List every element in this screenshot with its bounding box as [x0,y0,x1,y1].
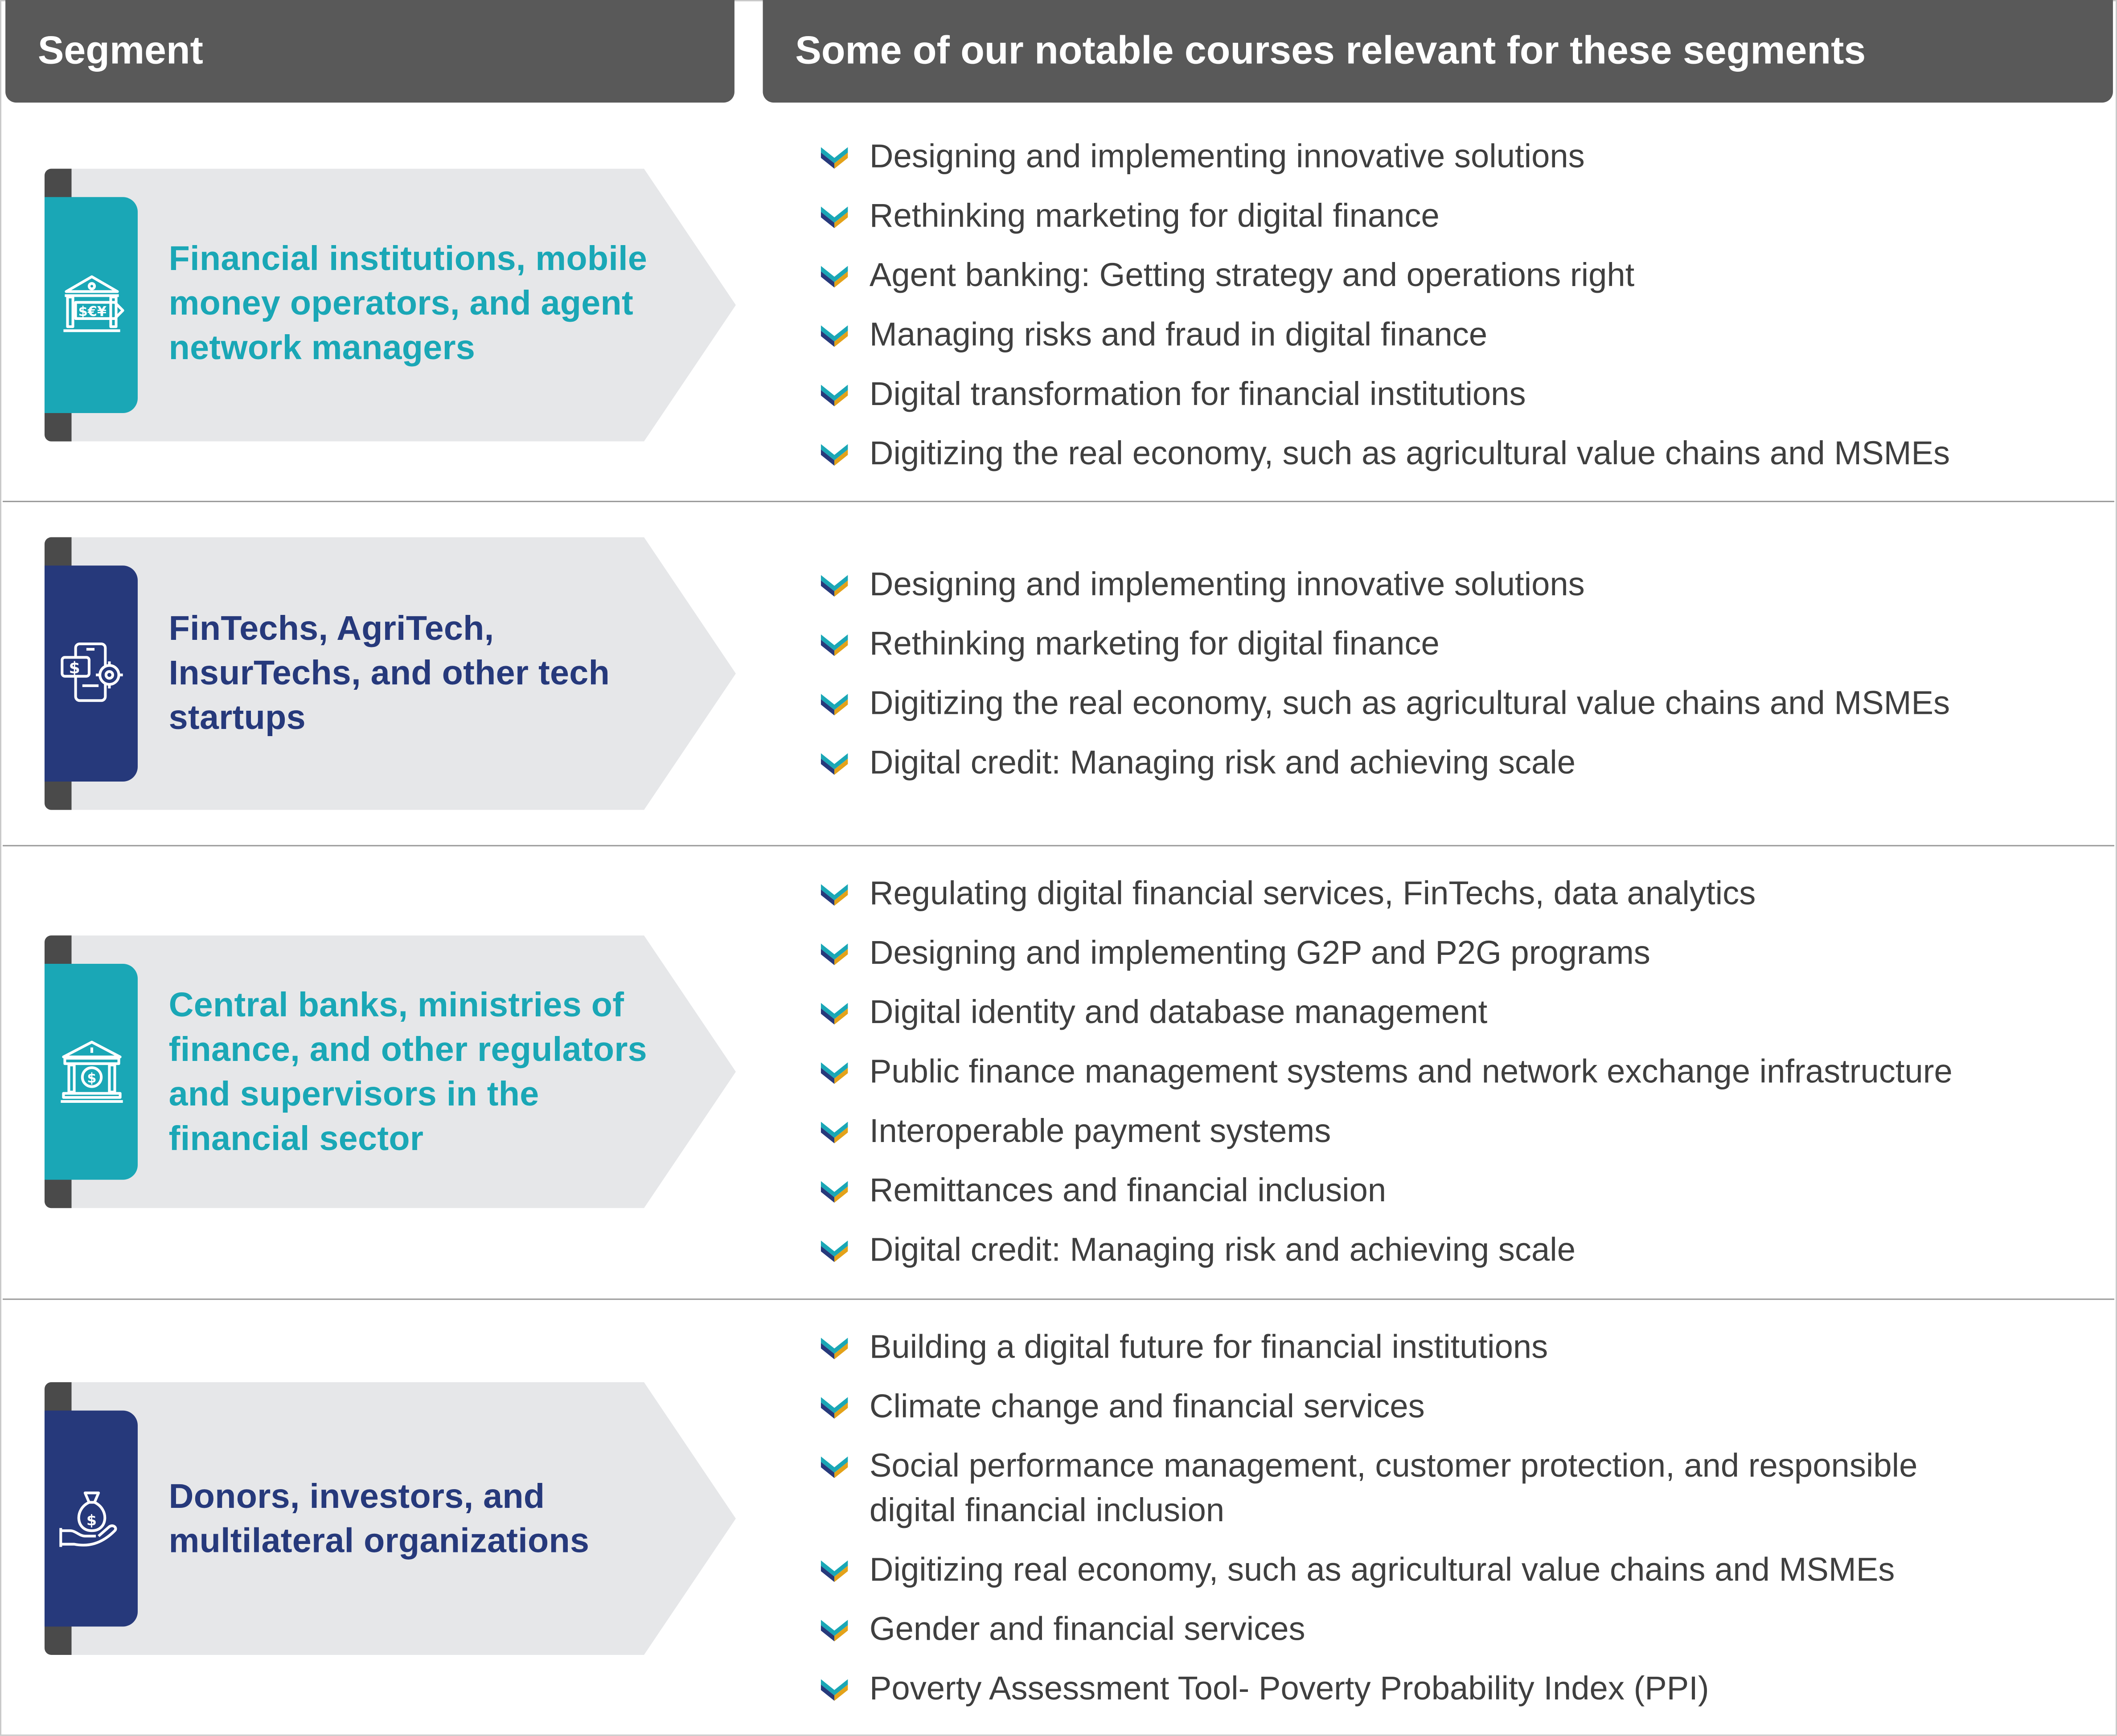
list-item [821,1444,2009,1533]
list-item [821,872,2090,917]
list-item [821,1548,2009,1593]
segment-header-label: Segment [37,29,203,73]
course-title: Digitizing the real economy, such as agricultural value chains and MSMEs [869,685,1950,722]
course-title: Agent banking: Getting strategy and operations right [869,258,1635,295]
chevron-bullet-icon [821,440,848,467]
list-item [821,622,2090,667]
list-item [821,682,2090,726]
svg-text:$: $ [86,1070,96,1086]
course-list [821,872,2090,1288]
course-title: Designing and implementing innovative solutions [869,139,1585,176]
chevron-bullet-icon [821,1334,848,1361]
chevron-bullet-icon [821,1556,848,1584]
list-item [821,931,2090,976]
segment-icon-box [45,1411,138,1627]
chevron-bullet-icon [821,1393,848,1420]
course-title: Digital identity and database management [869,995,1488,1032]
course-title: Digitizing the real economy, such as agricultural value chains and MSMEs [869,436,1950,473]
course-title: Digital credit: Managing risk and achieving scale [869,745,1576,782]
chevron-bullet-icon [821,321,848,348]
course-title: Poverty Assessment Tool- Poverty Probability Index (PPI) [869,1671,1709,1708]
list-item [821,1169,2090,1213]
course-title: Regulating digital financial services, FinTechs, data analytics [869,876,1756,913]
list-item [821,1110,2090,1154]
segment-icon-box [45,565,138,782]
list-item [821,1050,2090,1095]
course-list [821,135,2090,491]
chevron-bullet-icon [821,1118,848,1145]
chevron-bullet-icon [821,1675,848,1702]
money-bag-hand-icon [55,1482,128,1555]
courses-column-header [763,0,2113,102]
course-title: Rethinking marketing for digital finance [869,626,1440,663]
chevron-bullet-icon [821,690,848,717]
chevron-bullet-icon [821,1616,848,1643]
course-title: Public finance management systems and network exchange infrastructure [869,1054,1953,1091]
list-item [821,432,2090,476]
list-item [821,563,2090,607]
chevron-bullet-icon [821,202,848,229]
row-divider [3,501,2114,502]
course-title: Remittances and financial inclusion [869,1173,1387,1210]
course-title: Building a digital future for financial institutions [869,1329,1548,1366]
segment-icon-box [45,964,138,1180]
list-item [821,741,2090,786]
chevron-bullet-icon [821,1177,848,1204]
course-title: Climate change and financial services [869,1389,1425,1425]
course-title: Designing and implementing innovative solutions [869,567,1585,604]
course-title: Gender and financial services [869,1612,1305,1648]
chevron-bullet-icon [821,999,848,1026]
segment-column-header [5,0,734,102]
chevron-bullet-icon [821,143,848,170]
courses-header-label: Some of our notable courses relevant for these segments [795,29,1866,73]
list-item [821,313,2090,358]
list-item [821,194,2090,239]
svg-text:$€¥: $€¥ [78,303,106,319]
list-item [821,1228,2090,1273]
list-item [821,1608,2009,1652]
chevron-bullet-icon [821,880,848,907]
mobile-payment-gear-icon [55,637,128,710]
course-list [821,1326,2009,1727]
course-title: Interoperable payment systems [869,1114,1331,1150]
list-item [821,254,2090,299]
course-title: Digital transformation for financial institutions [869,377,1526,413]
chevron-bullet-icon [821,1453,848,1480]
chevron-bullet-icon [821,1236,848,1264]
chevron-bullet-icon [821,749,848,776]
segment-label: Central banks, ministries of finance, and other regulators and supervisors in the financial sector [168,987,647,1159]
course-title: Managing risks and fraud in digital finance [869,317,1488,354]
course-title: Social performance management, customer protection, and responsible digital financial inclusion [869,1448,1918,1530]
segment-label: Donors, investors, and multilateral organizations [168,1478,590,1560]
chevron-bullet-icon [821,262,848,289]
course-title: Designing and implementing G2P and P2G programs [869,935,1650,972]
row-divider [3,845,2114,846]
chevron-bullet-icon [821,1058,848,1085]
list-item [821,1326,2009,1370]
chevron-bullet-icon [821,381,848,408]
course-title: Rethinking marketing for digital finance [869,198,1440,235]
row-divider [3,1298,2114,1300]
segment-label: FinTechs, AgriTech, InsurTechs, and other tech startups [168,610,610,737]
segment-icon-box [45,197,138,413]
svg-text:$: $ [86,1511,96,1529]
svg-text:$: $ [68,658,80,678]
list-item [821,373,2090,417]
list-item [821,135,2090,180]
central-bank-icon [55,1035,128,1108]
bank-currency-icon [55,269,128,342]
list-item [821,1667,2009,1711]
course-list [821,563,2090,800]
course-title: Digitizing real economy, such as agricultural value chains and MSMEs [869,1552,1895,1589]
list-item [821,991,2090,1036]
chevron-bullet-icon [821,939,848,966]
chevron-bullet-icon [821,571,848,598]
list-item [821,1385,2009,1429]
course-title: Digital credit: Managing risk and achieving scale [869,1232,1576,1269]
segment-label: Financial institutions, mobile money operators, and agent network managers [168,240,648,367]
chevron-bullet-icon [821,631,848,658]
